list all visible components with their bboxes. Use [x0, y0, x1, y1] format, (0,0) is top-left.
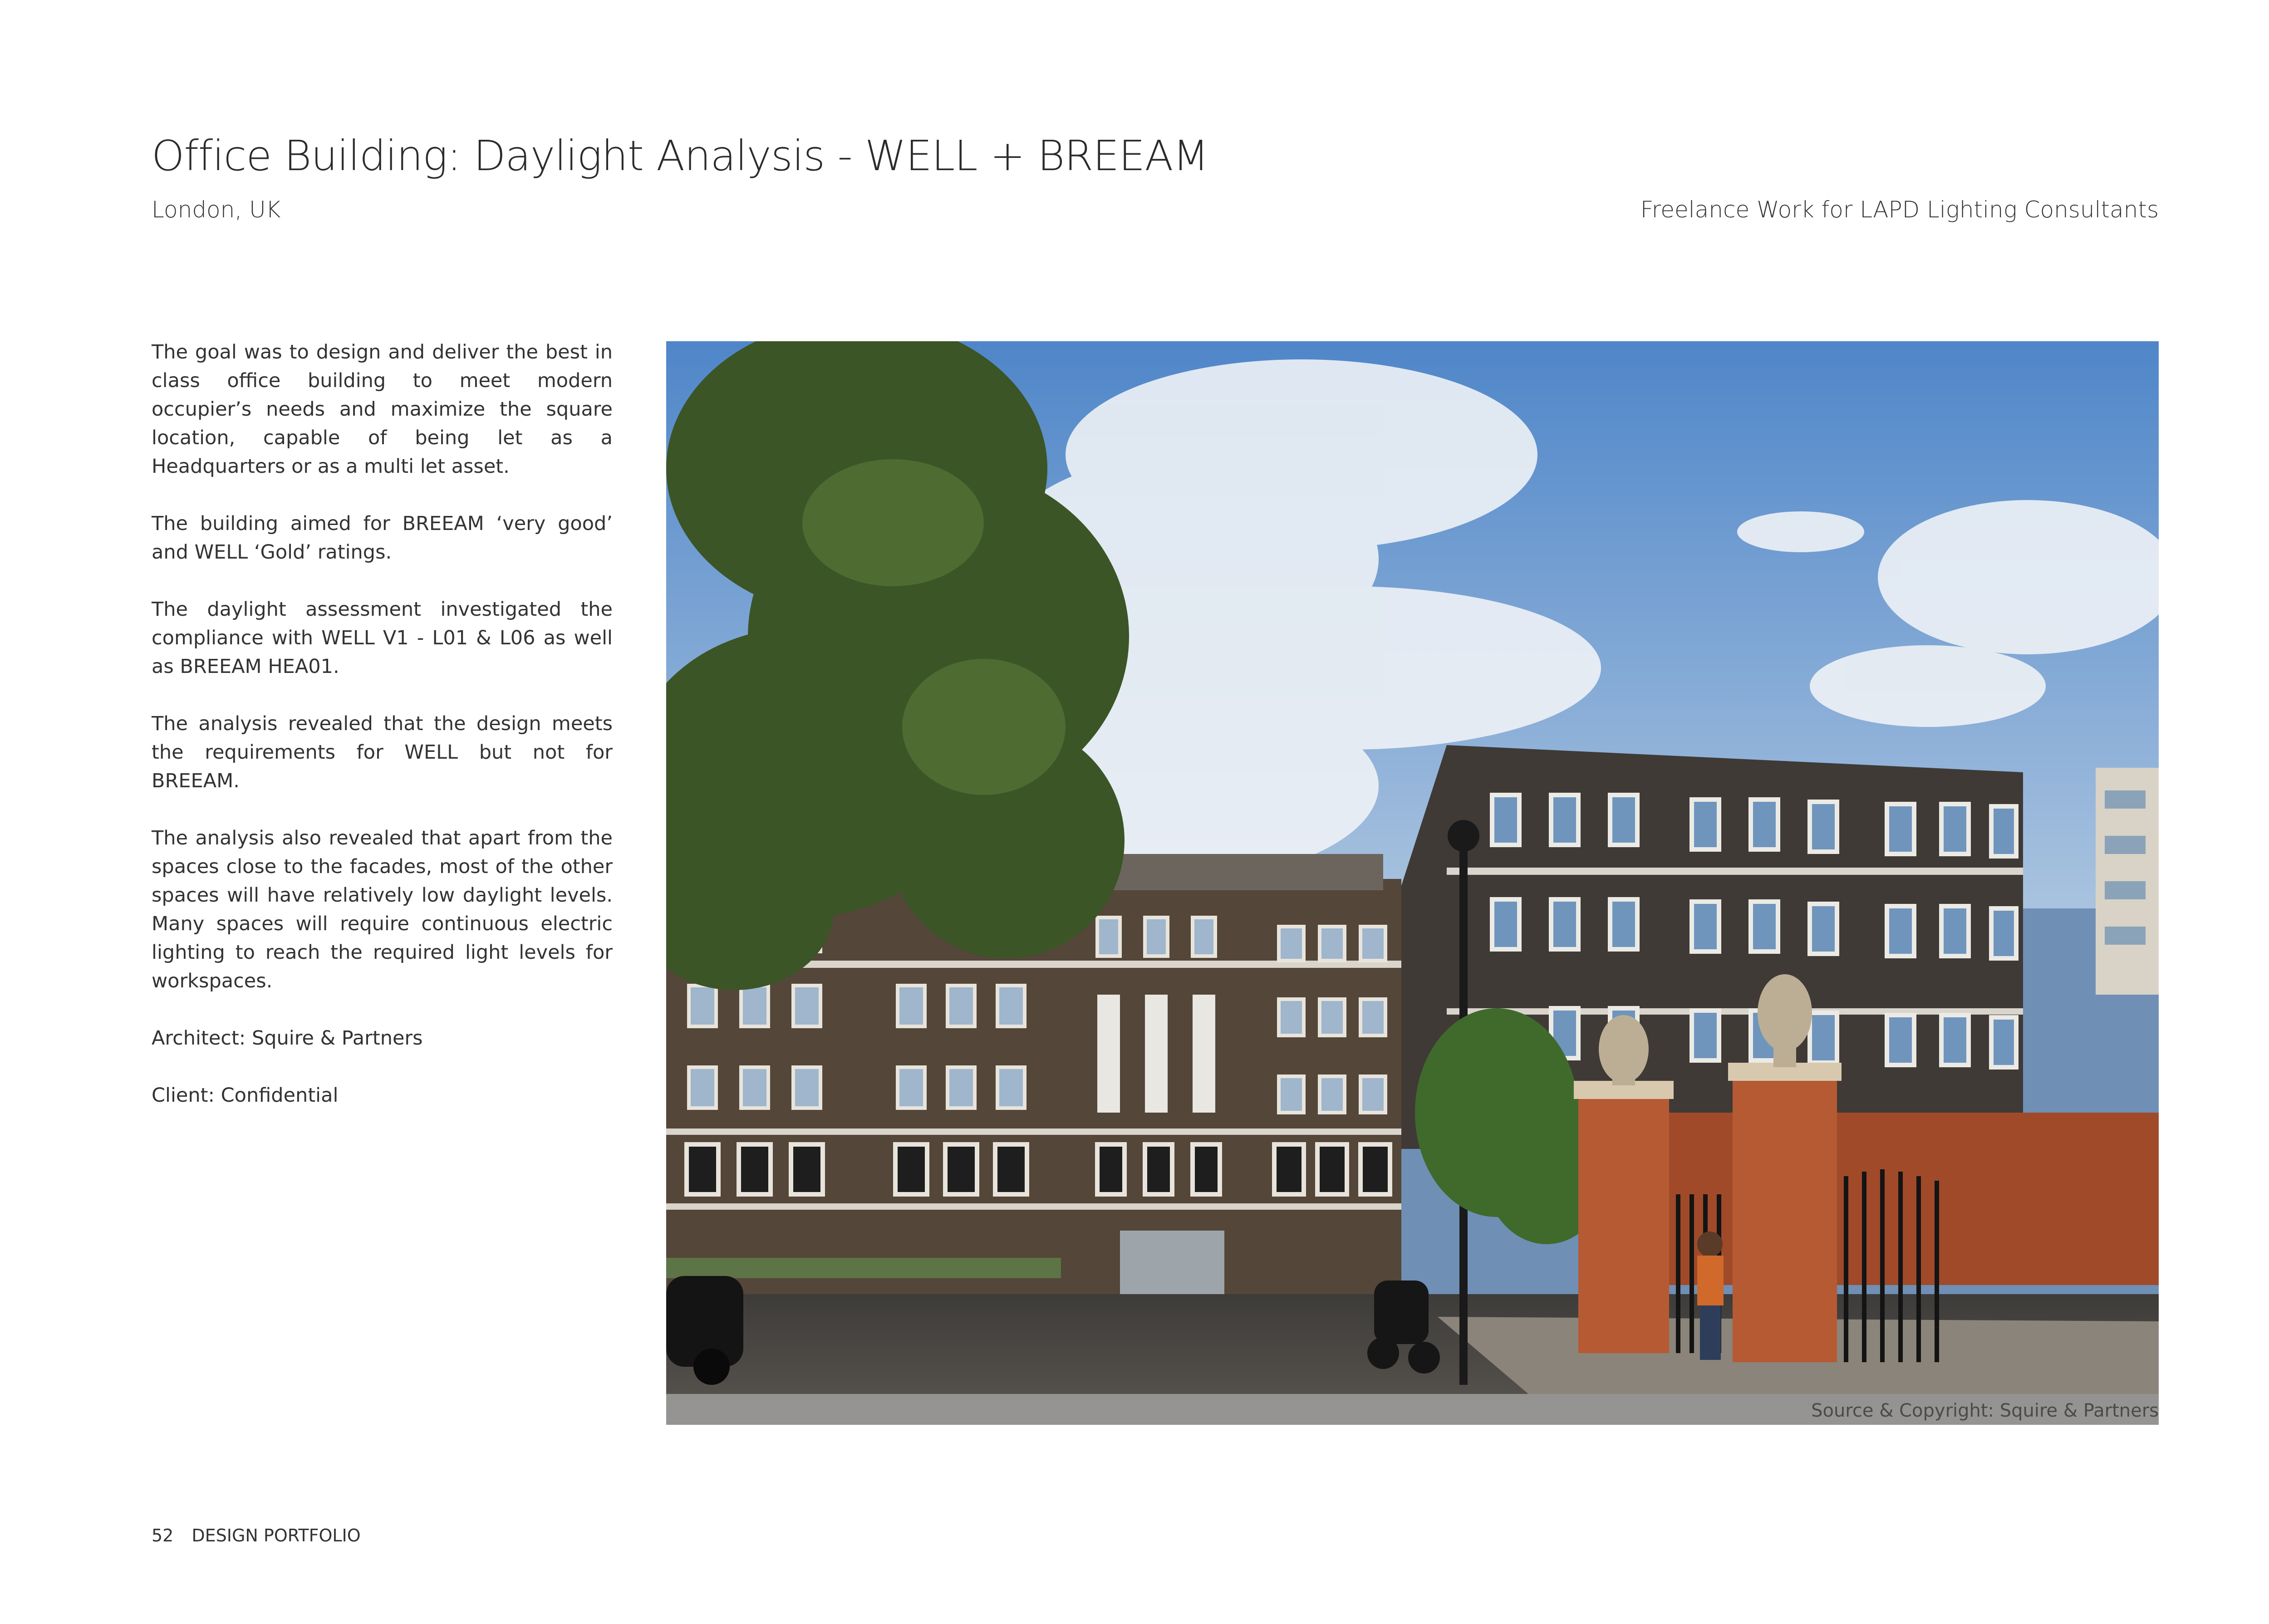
- page-footer: [152, 1526, 361, 1545]
- paragraph-result: The analysis revealed that the design meets the requirements for WELL but not for BREEAM.: [152, 712, 613, 792]
- client-credit: Client: Confidential: [152, 1084, 339, 1107]
- architect-credit: Architect: Squire & Partners: [152, 1027, 423, 1050]
- project-location: London, UK: [152, 196, 281, 223]
- client-note: Freelance Work for LAPD Lighting Consultants: [1640, 196, 2159, 223]
- gate-pier-left: [1578, 1085, 1669, 1353]
- tall-windows: [1097, 995, 1215, 1113]
- paragraph-assessment: The daylight assessment investigated the compliance with WELL V1 - L01 & L06 as well as BREEAM HEA01.: [152, 598, 613, 678]
- paragraph-ratings: The building aimed for BREEAM ‘very good’ and WELL ‘Gold’ ratings.: [152, 512, 613, 564]
- page-title: Office Building: Daylight Analysis - WELL + BREEAM: [152, 132, 1208, 180]
- photo-credit: Source & Copyright: Squire & Partners: [1811, 1400, 2159, 1421]
- paragraph-daylight-levels: The analysis also revealed that apart from the spaces close to the facades, most of the other spaces will have relatively low daylight levels. Many spaces will require continuous electric lighting to reach the required light levels for workspaces.: [152, 827, 613, 992]
- paragraph-goal: The goal was to design and deliver the best in class office building to meet modern occupier’s needs and maximize the square location, capable of being let as a Headquarters or as a multi let asset.: [152, 341, 613, 478]
- page-number: 52: [152, 1526, 174, 1545]
- project-description: [152, 338, 613, 1138]
- hedge: [666, 1258, 1061, 1278]
- pedestrian: [1697, 1231, 1724, 1360]
- building-illustration: [666, 341, 2159, 1425]
- building-photo: [666, 341, 2159, 1425]
- gate-pier-right: [1733, 1067, 1837, 1362]
- footer-label: DESIGN PORTFOLIO: [192, 1526, 361, 1545]
- entrance: [1120, 1231, 1224, 1299]
